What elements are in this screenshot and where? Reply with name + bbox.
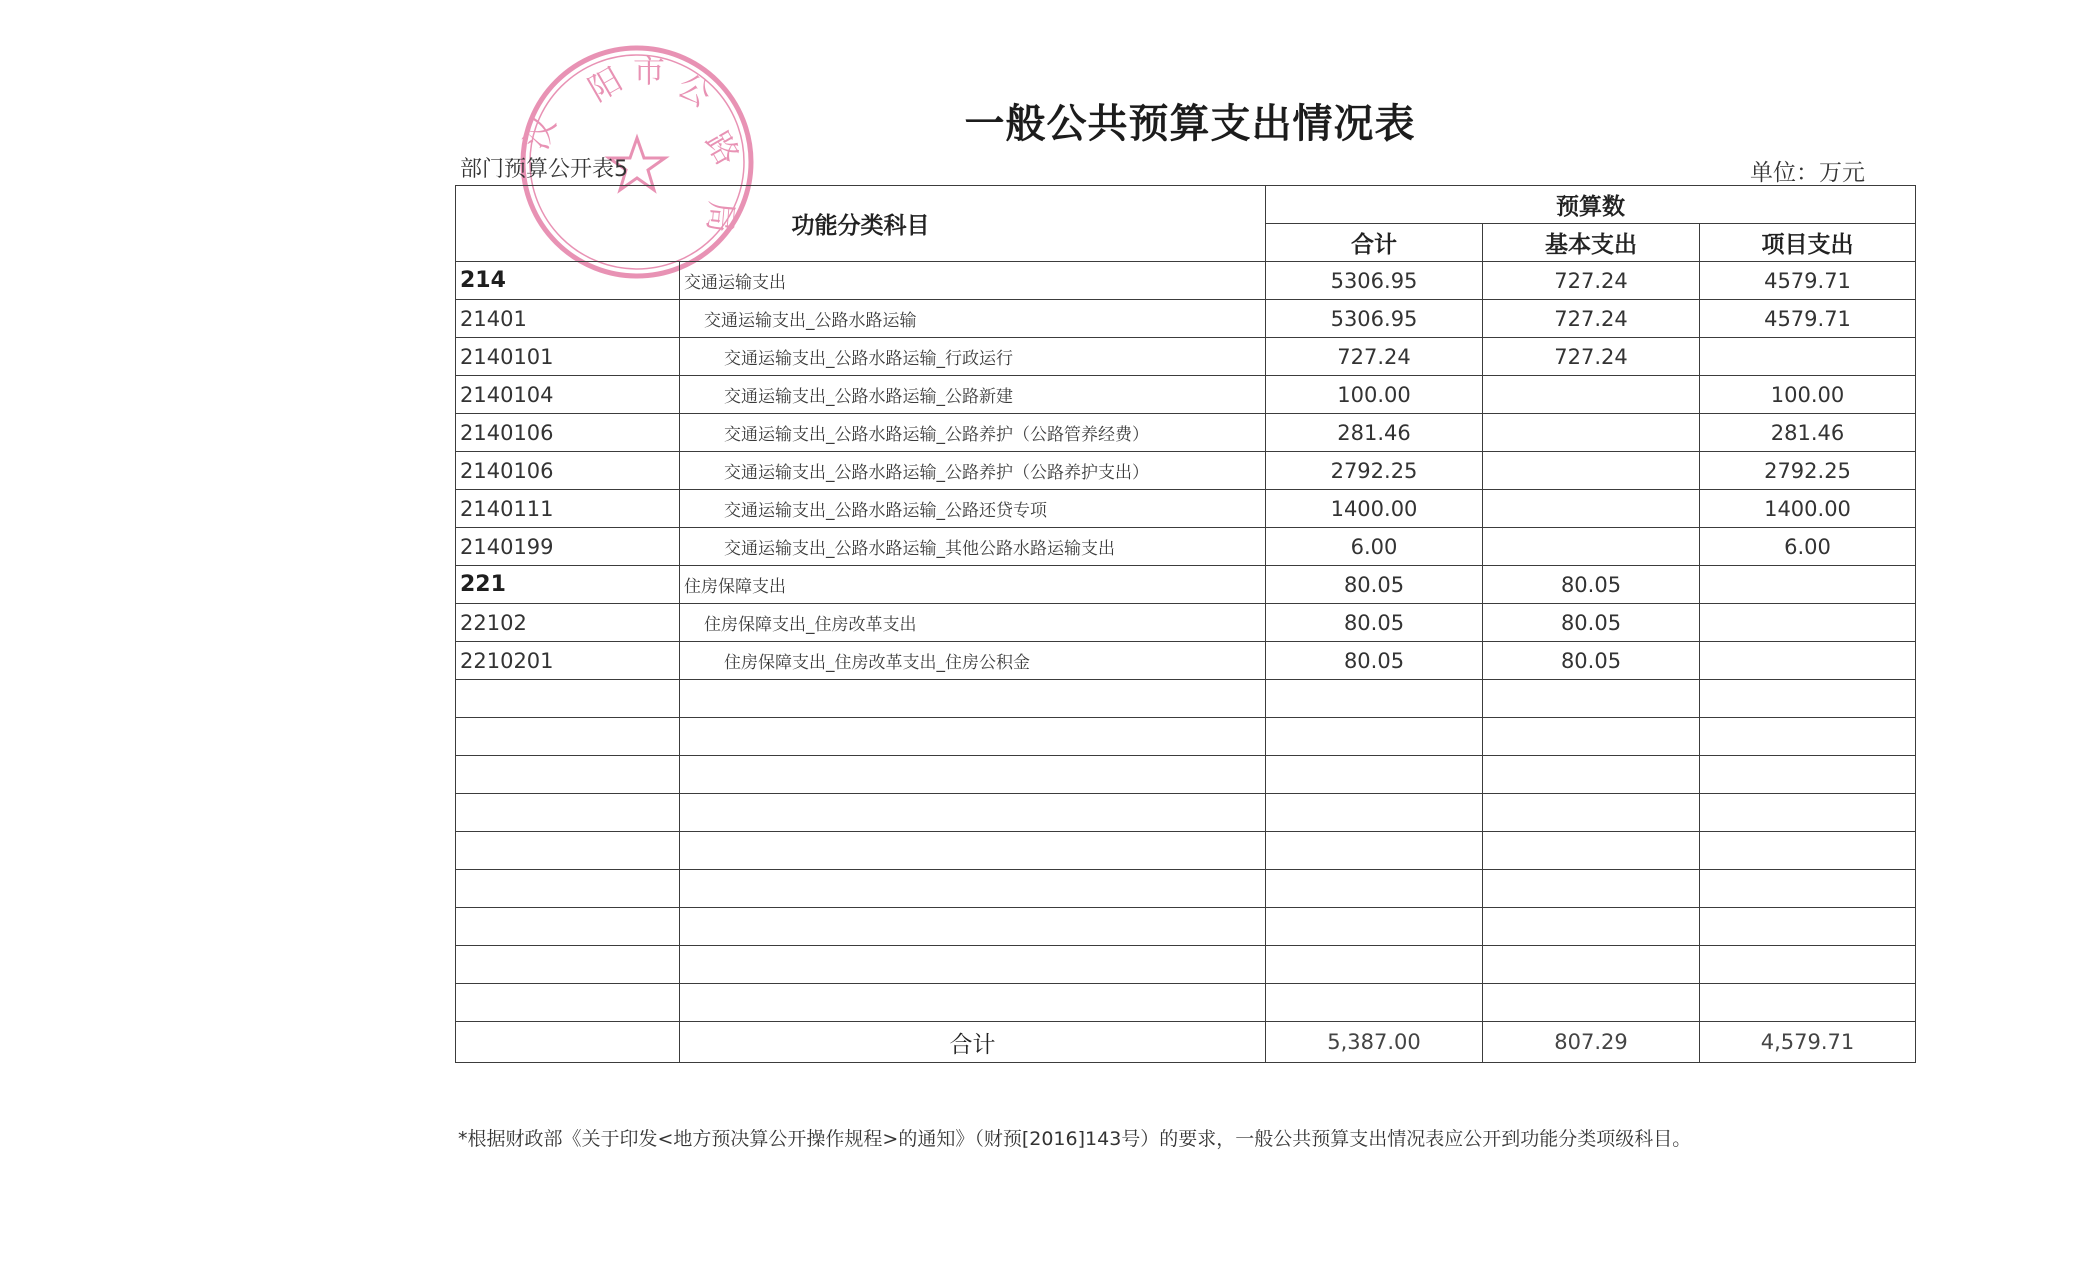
row-project: 281.46 — [1700, 414, 1916, 452]
row-total: 100.00 — [1266, 376, 1483, 414]
row-project — [1700, 642, 1916, 680]
row-project: 2792.25 — [1700, 452, 1916, 490]
table-row — [456, 338, 1916, 376]
row-total: 80.05 — [1266, 604, 1483, 642]
row-name: 交通运输支出_公路水路运输_行政运行 — [680, 338, 1266, 376]
row-code: 2210201 — [456, 642, 680, 680]
table-row — [456, 452, 1916, 490]
total-column-header: 合计 — [1266, 224, 1483, 262]
svg-text:路: 路 — [698, 125, 747, 172]
row-code: 2140106 — [456, 452, 680, 490]
table-row — [456, 376, 1916, 414]
svg-text:公: 公 — [671, 66, 718, 115]
row-total: 80.05 — [1266, 566, 1483, 604]
row-basic — [1483, 376, 1700, 414]
row-code: 214 — [456, 262, 680, 300]
row-basic: 80.05 — [1483, 604, 1700, 642]
table-row — [456, 566, 1916, 604]
empty-row — [456, 832, 1916, 870]
table-row — [456, 490, 1916, 528]
row-total: 2792.25 — [1266, 452, 1483, 490]
total-row-label: 合计 — [680, 1022, 1266, 1063]
row-basic — [1483, 452, 1700, 490]
row-basic: 727.24 — [1483, 300, 1700, 338]
total-row-basic: 807.29 — [1483, 1022, 1700, 1063]
row-total: 1400.00 — [1266, 490, 1483, 528]
row-basic: 80.05 — [1483, 566, 1700, 604]
row-project: 6.00 — [1700, 528, 1916, 566]
row-name: 交通运输支出_公路水路运输_公路还贷专项 — [680, 490, 1266, 528]
svg-text:汉: 汉 — [516, 111, 564, 155]
row-name: 住房保障支出_住房改革支出_住房公积金 — [680, 642, 1266, 680]
row-name: 交通运输支出 — [680, 262, 1266, 300]
total-row-project: 4,579.71 — [1700, 1022, 1916, 1063]
row-basic — [1483, 414, 1700, 452]
empty-row — [456, 946, 1916, 984]
row-code: 2140199 — [456, 528, 680, 566]
row-name: 住房保障支出 — [680, 566, 1266, 604]
row-project — [1700, 566, 1916, 604]
empty-row — [456, 984, 1916, 1022]
empty-row — [456, 794, 1916, 832]
row-total: 80.05 — [1266, 642, 1483, 680]
row-code: 2140106 — [456, 414, 680, 452]
empty-row — [456, 908, 1916, 946]
row-name: 交通运输支出_公路水路运输_公路养护（公路养护支出） — [680, 452, 1266, 490]
row-name: 交通运输支出_公路水路运输_其他公路水路运输支出 — [680, 528, 1266, 566]
row-basic — [1483, 528, 1700, 566]
row-name: 交通运输支出_公路水路运输 — [680, 300, 1266, 338]
row-code: 221 — [456, 566, 680, 604]
table-row — [456, 528, 1916, 566]
svg-text:市: 市 — [633, 52, 666, 90]
table-row — [456, 300, 1916, 338]
table-row — [456, 262, 1916, 300]
table-row — [456, 604, 1916, 642]
row-project: 4579.71 — [1700, 262, 1916, 300]
row-basic: 727.24 — [1483, 338, 1700, 376]
functional-classification-header: 功能分类科目 — [456, 186, 1266, 262]
form-label: 部门预算公开表5 — [460, 157, 628, 182]
row-code: 21401 — [456, 300, 680, 338]
empty-row — [456, 870, 1916, 908]
footnote: *根据财政部《关于印发<地方预决算公开操作规程>的通知》（财预[2016]143号）的要求，一般公共预算支出情况表应公开到功能分类项级科目。 — [458, 1128, 1692, 1150]
row-project: 1400.00 — [1700, 490, 1916, 528]
empty-row — [456, 680, 1916, 718]
row-basic — [1483, 490, 1700, 528]
row-project — [1700, 338, 1916, 376]
row-total: 5306.95 — [1266, 300, 1483, 338]
row-project: 4579.71 — [1700, 300, 1916, 338]
budget-expenditure-table — [455, 185, 1916, 1063]
project-expenditure-column-header: 项目支出 — [1700, 224, 1916, 262]
empty-row — [456, 756, 1916, 794]
row-project: 100.00 — [1700, 376, 1916, 414]
row-total: 5306.95 — [1266, 262, 1483, 300]
row-total: 6.00 — [1266, 528, 1483, 566]
row-code: 2140111 — [456, 490, 680, 528]
budget-amount-header: 预算数 — [1266, 186, 1916, 224]
row-code: 2140101 — [456, 338, 680, 376]
total-row-total: 5,387.00 — [1266, 1022, 1483, 1063]
svg-text:阳: 阳 — [582, 60, 629, 109]
page-title: 一般公共预算支出情况表 — [964, 101, 1416, 147]
svg-text:局: 局 — [700, 199, 741, 235]
row-basic: 80.05 — [1483, 642, 1700, 680]
row-code: 22102 — [456, 604, 680, 642]
row-name: 住房保障支出_住房改革支出 — [680, 604, 1266, 642]
row-basic: 727.24 — [1483, 262, 1700, 300]
basic-expenditure-column-header: 基本支出 — [1483, 224, 1700, 262]
empty-row — [456, 718, 1916, 756]
row-total: 281.46 — [1266, 414, 1483, 452]
row-total: 727.24 — [1266, 338, 1483, 376]
row-project — [1700, 604, 1916, 642]
table-row — [456, 642, 1916, 680]
row-code: 2140104 — [456, 376, 680, 414]
row-name: 交通运输支出_公路水路运输_公路新建 — [680, 376, 1266, 414]
table-body — [456, 262, 1916, 1063]
row-name: 交通运输支出_公路水路运输_公路养护（公路管养经费） — [680, 414, 1266, 452]
total-row — [456, 1022, 1916, 1063]
unit-label: 单位：万元 — [1750, 160, 1865, 186]
table-row — [456, 414, 1916, 452]
total-row-code — [456, 1022, 680, 1063]
